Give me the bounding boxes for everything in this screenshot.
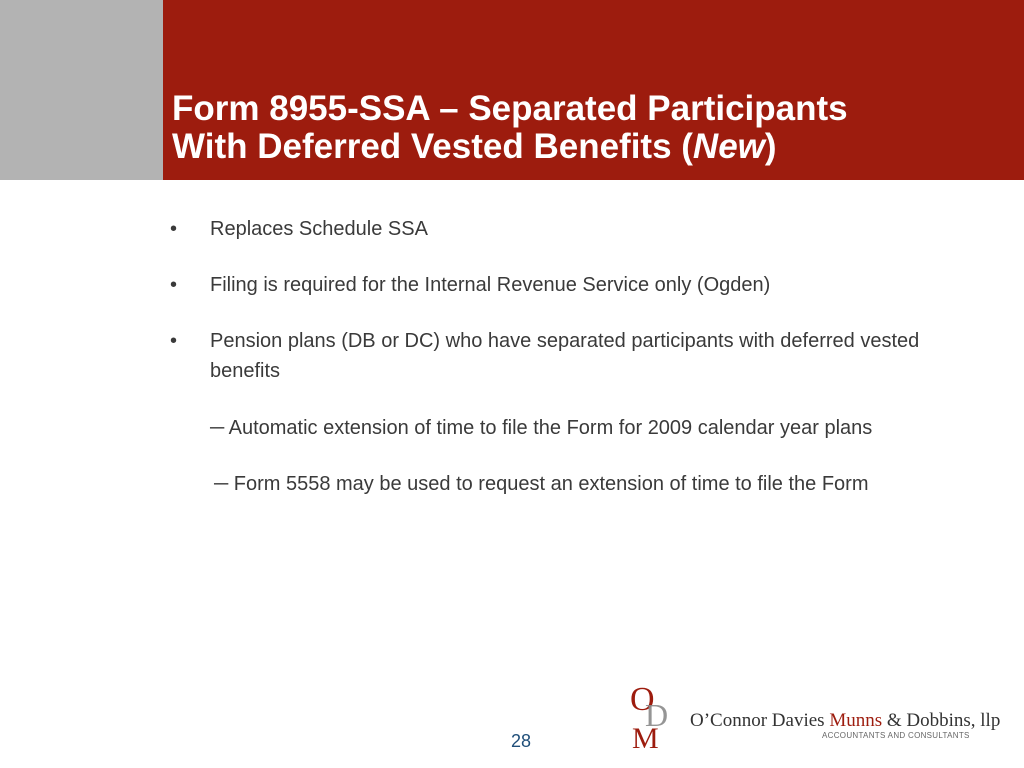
bullet-text: Replaces Schedule SSA xyxy=(210,218,428,240)
firm-logo xyxy=(630,680,1020,760)
slide-title xyxy=(172,90,1012,166)
svg-text:M: M xyxy=(632,722,659,750)
title-suffix: ) xyxy=(764,127,777,166)
page-number: 28 xyxy=(511,731,532,751)
sub-bullet-dash: ─ xyxy=(214,473,229,495)
gray-corner-band xyxy=(0,0,163,180)
firm-name-part-1: O’Connor Davies xyxy=(690,710,825,731)
firm-name-part-2: Munns xyxy=(829,710,883,731)
sub-bullet-text: Automatic extension of time to file the Form for 2009 calendar year plans xyxy=(228,417,873,439)
firm-name-part-3: & Dobbins, llp xyxy=(886,710,1001,731)
svg-text:O: O xyxy=(630,681,655,718)
sub-bullet-item xyxy=(214,469,869,499)
sub-bullet-dash: ─ xyxy=(210,417,225,439)
odm-monogram-icon xyxy=(630,680,680,750)
bullet-marker: • xyxy=(170,218,178,240)
title-line-1: Form 8955-SSA – Separated Participants xyxy=(172,89,848,128)
svg-text:D: D xyxy=(645,697,669,733)
bullet-marker: • xyxy=(170,274,178,296)
sub-bullet-item xyxy=(210,413,872,443)
firm-tagline: ACCOUNTANTS AND CONSULTANTS xyxy=(822,731,970,740)
sub-bullet-text: Form 5558 may be used to request an extension of time to file the Form xyxy=(233,473,869,495)
title-emphasis: New xyxy=(692,127,765,166)
bullet-marker: • xyxy=(170,330,178,352)
title-line-2-prefix: With Deferred Vested Benefits ( xyxy=(172,127,693,166)
bullet-text: Filing is required for the Internal Revenue Service only (Ogden) xyxy=(210,274,771,296)
firm-name xyxy=(690,710,1000,732)
bullet-text: Pension plans (DB or DC) who have separated participants with deferred vested benefits xyxy=(210,330,920,382)
